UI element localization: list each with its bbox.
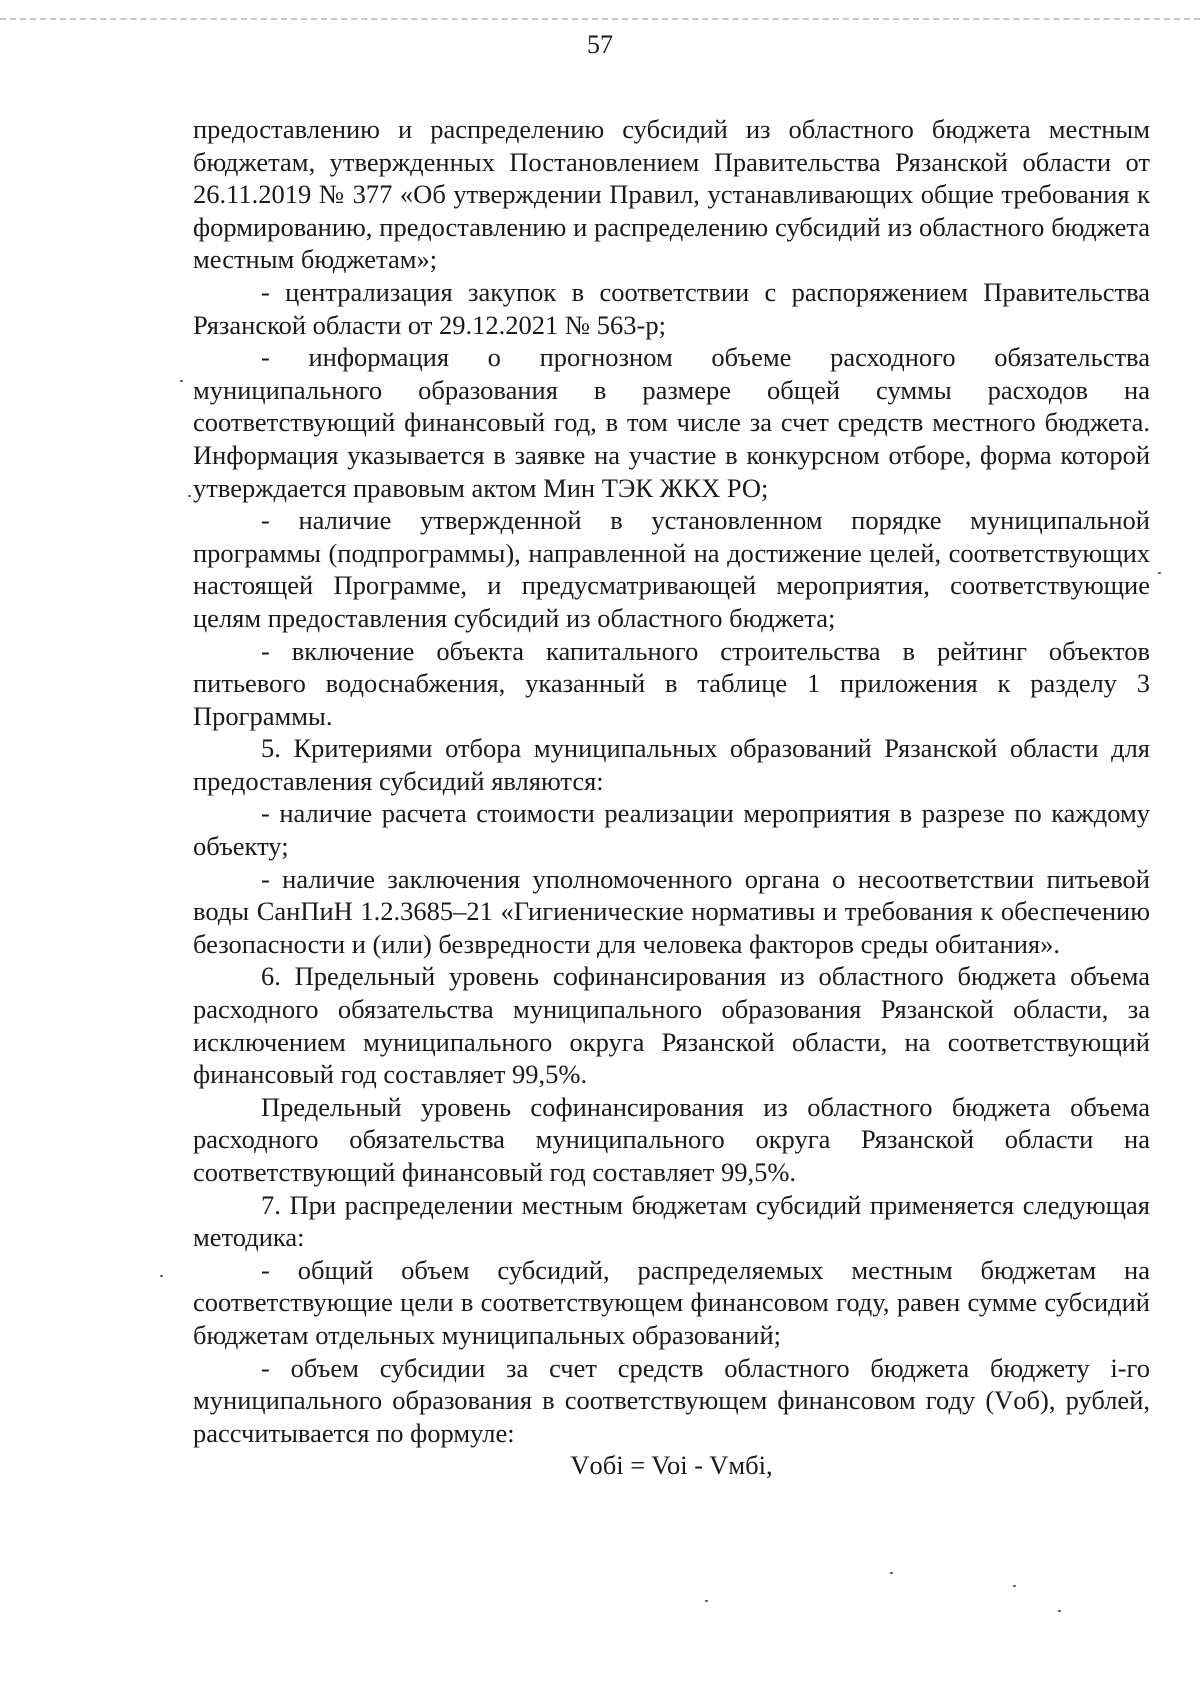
list-item-procurement: - централизация закупок в соответствии с распоряжением Правительства Рязанской области от 29.12.2021 № 563-р; xyxy=(193,276,1150,340)
scan-speck xyxy=(705,1600,708,1602)
page-number: 57 xyxy=(587,30,613,59)
scan-speck xyxy=(1158,572,1161,574)
scan-speck xyxy=(188,495,191,497)
scan-speck xyxy=(1013,1585,1016,1587)
list-item-water-conclusion: - наличие заключения уполномоченного органа о несоответствии питьевой воды СанПиН 1.2.3685–21 «Гигиенические нормативы и требования к обеспечению безопасности и (или) безвредности для человека факторов среды обитания». xyxy=(193,863,1150,959)
list-item-forecast-info: - информация о прогнозном объеме расходного обязательства муниципального образования в размере общей суммы расходов на соответствующий финансовый год, в том числе за счет средств местного бюджета. Информация указывается в заявке на участие в конкурсном отборе, форма которой утверждается правовым актом Мин ТЭК ЖКХ РО; xyxy=(193,342,1150,503)
list-item-total-volume: - общий объем субсидий, распределяемых местным бюджетам на соответствующие цели в соответствующем финансовом году, равен сумме субсидий бюджетам отдельных муниципальных образований; xyxy=(193,1254,1150,1350)
scan-speck xyxy=(160,1275,163,1277)
list-item-municipal-program: - наличие утвержденной в установленном порядке муниципальной программы (подпрограммы), направленной на достижение целей, соответствующих настоящей Программе, и предусматривающей мероприятия, соответствующие целям предоставления субсидий из областного бюджета; xyxy=(193,505,1150,633)
document-body xyxy=(193,113,1150,1482)
scan-speck xyxy=(180,380,183,382)
scan-speck xyxy=(890,1572,893,1574)
list-item-rating-inclusion: - включение объекта капитального строительства в рейтинг объектов питьевого водоснабжения, указанный в таблице 1 приложения к разделу 3 Программы. xyxy=(193,635,1150,731)
section-7-methodology: 7. При распределении местным бюджетам субсидий применяется следующая методика: xyxy=(193,1189,1150,1253)
scan-speck xyxy=(1058,1610,1061,1612)
list-item-cost-calculation: - наличие расчета стоимости реализации мероприятия в разрезе по каждому объекту; xyxy=(193,798,1150,862)
list-item-subsidy-volume: - объем субсидии за счет средств областного бюджета бюджету i-го муниципального образования в соответствующем финансовом году (Vоб), рублей, рассчитывается по формуле: xyxy=(193,1352,1150,1448)
formula: Vобi = Voi - Vмбi, xyxy=(570,1450,773,1481)
paragraph-continuation: предоставлению и распределению субсидий из областного бюджета местным бюджетам, утвержденных Постановлением Правительства Рязанской области от 26.11.2019 № 377 «Об утверждении Правил, устанавливающих общие требования к формированию, предоставлению и распределению субсидий из областного бюджета местным бюджетам»; xyxy=(193,114,1150,275)
scan-edge-artifact xyxy=(0,18,1200,20)
paragraph-cofinancing-district: Предельный уровень софинансирования из областного бюджета объема расходного обязательства муниципального округа Рязанской области на соответствующий финансовый год составляет 99,5%. xyxy=(193,1091,1150,1187)
section-5-criteria: 5. Критериями отбора муниципальных образований Рязанской области для предоставления субсидий являются: xyxy=(193,733,1150,796)
section-6-cofinancing: 6. Предельный уровень софинансирования из областного бюджета объема расходного обязательства муниципального образования Рязанской области, за исключением муниципального округа Рязанской области, на соответствующий финансовый год составляет 99,5%. xyxy=(193,961,1150,1090)
